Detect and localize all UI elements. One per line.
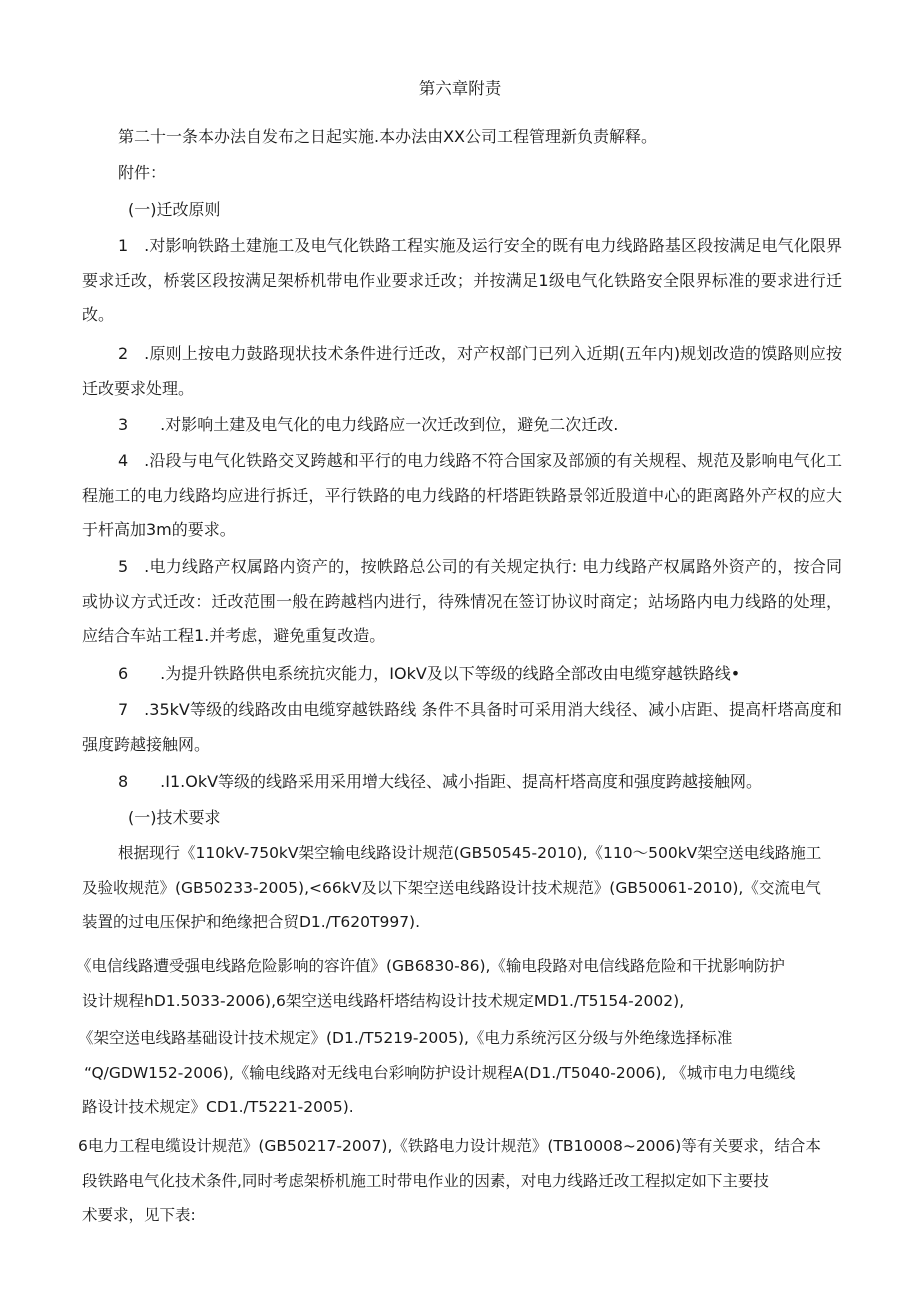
attachment-label: 附件： xyxy=(118,163,167,182)
article-21-paragraph: 第二十一条本办法自发布之日起实施.本办法由XX公司工程管理新负责解释。 xyxy=(118,127,658,146)
telecom-standards-paragraph xyxy=(76,949,842,1018)
text-line: 根据现行《110kV-750kV架空输电线路设计规范(GB50545-2010),《110〜500kV架空送电线路施工 xyxy=(118,844,822,862)
text-line: “Q/GDW152-2006),《输电线路对无线电台彩响防护设计规程A(D1./T5040-2006), 《城市电力电缆线 xyxy=(84,1063,796,1082)
text-line: 设计规程hD1.5033-2006),6架空送电线路杆塔结构设计技术规定MD1./T5154-2002), xyxy=(82,991,685,1010)
principle-item-6: 6 .为提升铁路供电系统抗灾能力，IOkV及以下等级的线路全部改由电缆穿越铁路线• xyxy=(118,664,741,683)
section-heading-relocation-principles: (一)迁改原则 xyxy=(128,200,221,219)
text-line: 路设计技术规定》CD1./T5221-2005). xyxy=(82,1098,354,1116)
chapter-title: 第六章附责 xyxy=(418,79,502,98)
principle-item-1: 1 .对影响铁路土建施工及电气化铁路工程实施及运行安全的既有电力线路路基区段按满足电气化限界要求迁改，桥裳区段按满足架桥机带电作业要求迁改；并按满足1级电气化铁路安全限界标准的要求进行迁改。 xyxy=(82,236,842,324)
foundation-standards-paragraph xyxy=(78,1021,842,1125)
principle-item-7: 7 .35kV等级的线路改由电缆穿越铁路线 条件不具备时可采用消大线径、减小店距、提高杆塔高度和强度跨越接触网。 xyxy=(82,700,842,754)
text-line: 术要求，见下表: xyxy=(82,1206,196,1224)
section-heading-technical-requirements: (一)技术要求 xyxy=(128,808,221,827)
principle-item-2: 2 .原则上按电力鼓路现状技术条件进行迁改，对产权部门已列入近期(五年内)规划改造的馍路则应按迁改要求处理。 xyxy=(82,344,842,398)
text-line: 6电力工程电缆设计规范》(GB50217-2007),《铁路电力设计规范》(TB10008~2006)等有关要求，结合本 xyxy=(78,1137,821,1155)
principle-item-4: 4 .沿段与电气化铁路交叉跨越和平行的电力线路不符合国家及部颁的有关规程、规范及影响电气化工程施工的电力线路均应进行拆迁，平行铁路的电力线路的杆塔距铁路景邻近股道中心的距离路外产权的应大于杆高加3m的要求。 xyxy=(82,451,842,539)
principle-item-8: 8 .I1.OkV等级的线路采用采用增大线径、减小指距、提高杆塔高度和强度跨越接触网。 xyxy=(118,772,763,791)
text-line: 《电信线路遭受强电线路危险影响的容许值》(GB6830-86),《输电段路对电信线路危险和干扰影响防护 xyxy=(76,957,785,975)
text-line: 及验收规范》(GB50233-2005),<66kV及以下架空送电线路设计技术规范》(GB50061-2010),《交流电气 xyxy=(82,878,821,897)
text-line: 《架空送电线路基础设计技术规定》(D1./T5219-2005),《电力系统污区分级与外绝缘选择标准 xyxy=(78,1029,733,1047)
principle-item-5: 5 .电力线路产权属路内资产的，按帙路总公司的有关规定执行: 电力线路产权属路外资产的，按合同或协议方式迁改：迁改范围一般在跨越档内进行，待殊情况在签订协议时商定；站场路内电力线路的处理，应结合车站工程1.并考虑，避免重复改造。 xyxy=(82,557,842,645)
text-line: 装置的过电压保护和绝缘把合贸D1./T620T997). xyxy=(82,913,421,931)
technical-standards-paragraph xyxy=(82,836,842,940)
text-line: 段铁路电气化技术条件,同时考虑架桥机施工时带电作业的因素，对电力线路迁改工程拟定如下主要技 xyxy=(82,1171,769,1190)
principle-item-3: 3 .对影响土建及电气化的电力线路应一次迁改到位，避免二次迁改. xyxy=(118,415,619,434)
summary-requirements-paragraph xyxy=(78,1129,842,1233)
